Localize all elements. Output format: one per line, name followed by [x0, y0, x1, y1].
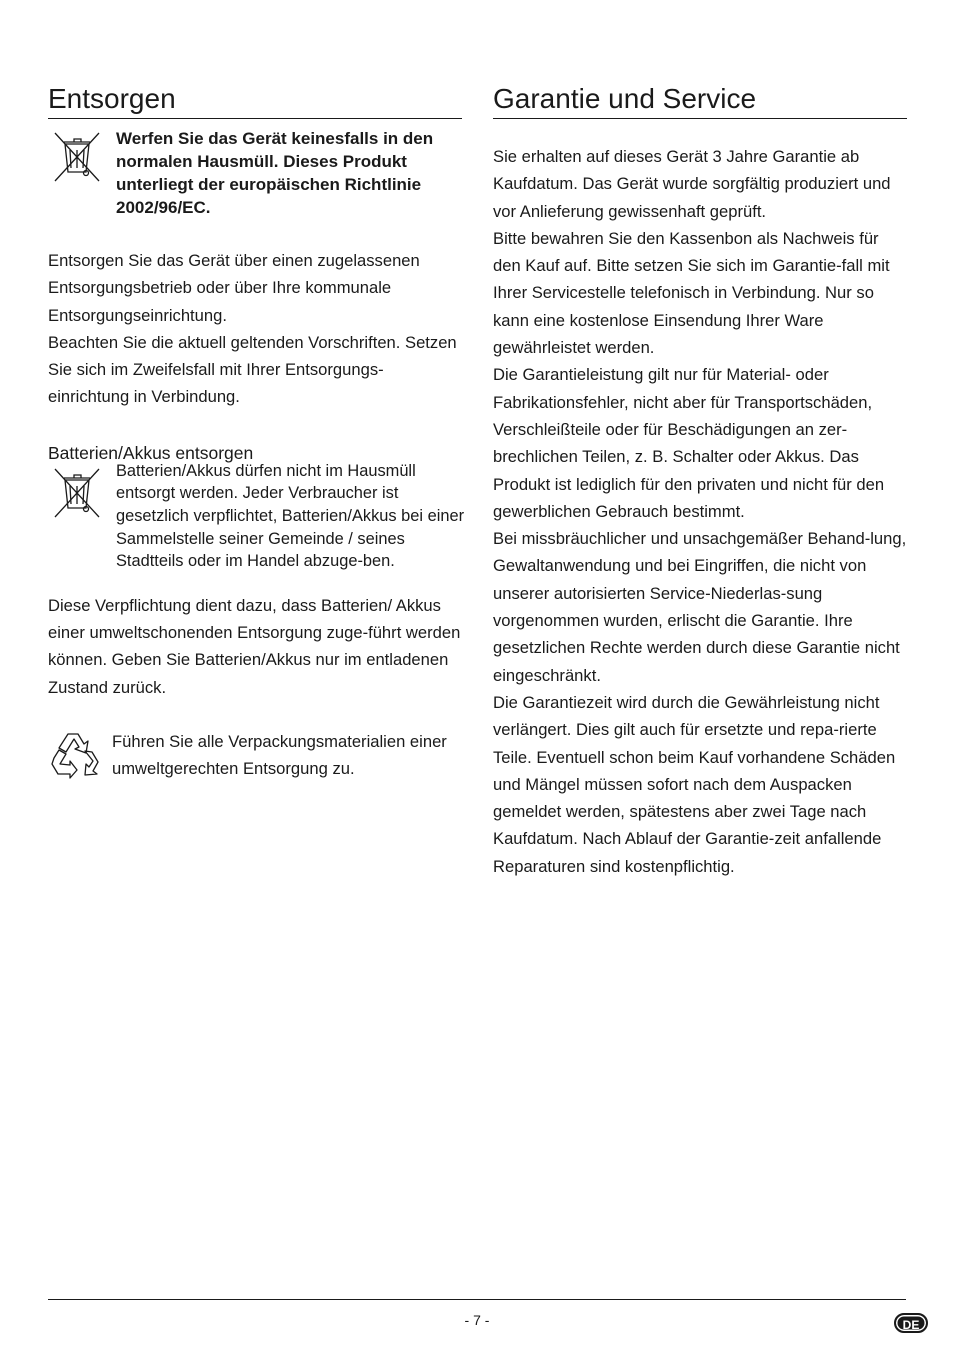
- warranty-section: [493, 82, 907, 880]
- page-number: - 7 -: [464, 1312, 490, 1328]
- packaging-notice: [48, 728, 462, 788]
- battery-notice: [48, 461, 465, 592]
- weee-warning-text: Werfen Sie das Gerät keinesfalls in den normalen Hausmüll. Dieses Produkt unterliegt der europäischen Richtlinie 2002/96/EC.: [116, 129, 434, 217]
- footer-divider: [48, 1299, 906, 1300]
- battery-notice-text: Batterien/Akkus dürfen nicht im Hausmüll entsorgt werden. Jeder Verbraucher ist gesetzlich verpflichtet, Batterien/Akkus bei einer Sammelstelle seiner Gemeinde / seines Stadtteils oder im Handel abzuge-ben.: [116, 461, 465, 571]
- battery-heading: Batterien/Akkus entsorgen: [48, 442, 254, 463]
- disposal-paragraph: Entsorgen Sie das Gerät über einen zugelassenen Entsorgungsbetrieb oder über Ihre kommunale Entsorgungseinrichtung. Beachten Sie die aktuell geltenden Vorschriften. Setzen Sie sich im Zweifelsfall mit Ihrer Entsorgungs-einrichtung in Verbindung.: [48, 251, 457, 407]
- warranty-heading: Garantie und Service: [493, 82, 907, 119]
- crossed-out-bin-icon: [52, 130, 102, 189]
- weee-warning: [48, 127, 462, 215]
- disposal-section: [48, 82, 465, 788]
- language-badge: DE: [894, 1313, 928, 1333]
- disposal-heading: Entsorgen: [48, 82, 462, 119]
- packaging-notice-text: Führen Sie alle Verpackungsmaterialien einer umweltgerechten Entsorgung zu.: [112, 731, 447, 779]
- warranty-paragraph: Sie erhalten auf dieses Gerät 3 Jahre Garantie ab Kaufdatum. Das Gerät wurde sorgfältig produziert und vor Anlieferung gewissenhaft geprüft. Bitte bewahren Sie den Kassenbon als Nachweis für den Kauf auf. Bitte setzen Sie sich im Garantie-fall mit Ihrer Servicestelle telefonisch in Verbindung. Nur so kann eine kostenlose Einsendung Ihrer Ware gewährleistet werden. Die Garantieleistung gilt nur für Material- oder Fabrikationsfehler, nicht aber für Transportschäden, Verschleißteile oder für Beschädigungen an zer-brechlichen Teilen, z. B. Schalter oder Akkus. Das Produkt ist lediglich für den privaten und nicht für den gewerblichen Gebrauch bestimmt. Bei missbräuchlicher und unsachgemäßer Behand-lung, Gewaltanwendung und bei Eingriffen, die nicht von unserer autorisierten Service-Niederlas-sung vorgenommen wurden, erlischt die Garantie. Ihre gesetzlichen Rechte werden durch diese Garantie nicht eingeschränkt. Die Garantiezeit wird durch die Gewährleistung nicht verlängert. Dies gilt auch für ersetzte und repa-rierte Teile. Eventuell schon beim Kauf vorhandene Schäden und Mängel müssen sofort nach dem Auspacken gemeldet werden, spätestens aber zwei Tage nach Kaufdatum. Nach Ablauf der Garantie-zeit anfallende Reparaturen sind kostenpflichtig.: [493, 147, 907, 876]
- battery-followup-paragraph: Diese Verpflichtung dient dazu, dass Batterien/ Akkus einer umweltschonenden Entsorgung zuge-führt werden können. Geben Sie Batterien/Akkus nur im entladenen Zustand zurück.: [48, 595, 461, 697]
- recycling-symbol-icon: [48, 728, 104, 785]
- crossed-out-bin-icon: [52, 466, 102, 525]
